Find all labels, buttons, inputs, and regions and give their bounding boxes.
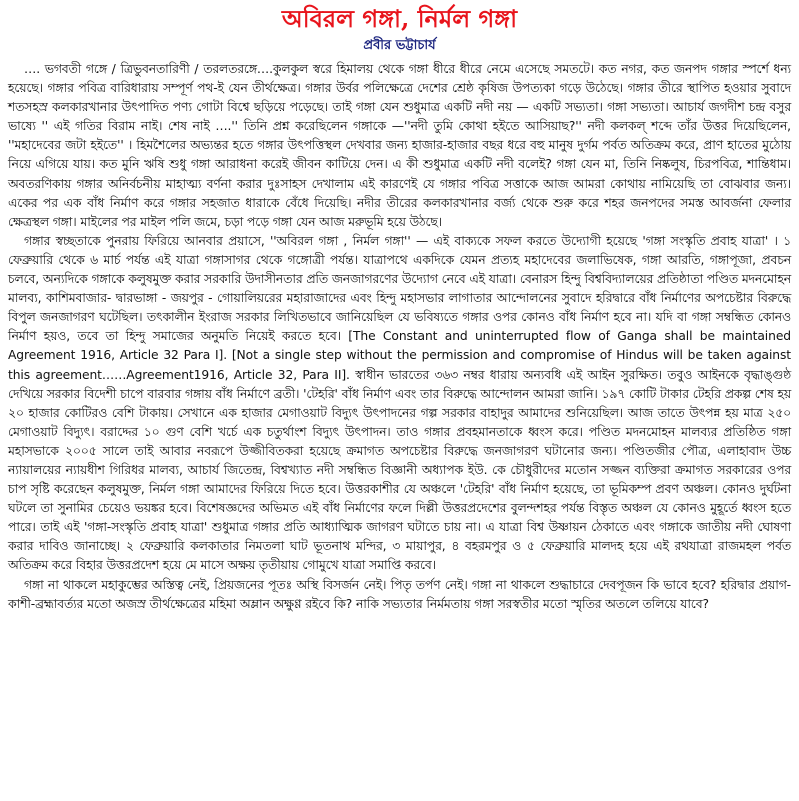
article-paragraph-1: …. ভগবতী গঙ্গে / ত্রিভুবনতারিণী / তরলতরঙ্গে….কুলকুল স্বরে হিমালয় থেকে গঙ্গা ধীরে ধীরে নেমে এসেছে সমতটে। কত নগর, কত জনপদ গঙ্গার স্পর্শে ধন্য হয়েছে। গঙ্গার পবিত্র বারিধারায় সম্পূর্ণ পথ-ই যেন তীর্থক্ষেত্র। গঙ্গার উর্বর পলিক্ষেত্রে দেশের শ্রেষ্ঠ কৃষিজ উপত্যকা গড়ে উঠেছে। গঙ্গার তীরে স্থাপিত হওয়ার সুবাদে শতসহস্র কলকারখানার উৎপাদিত পণ্য গোটা বিশ্বে ছড়িয়ে পড়েছে। তাই গঙ্গা যেন শুধুমাত্র একটি নদী নয় — একটি সভ্যতা। গঙ্গা সভ্যতা। আচার্য জগদীশ চন্দ্র বসুর ভাষ্যে '' এই গতির বিরাম নাই। শেষ নাই ….'' তিনি প্রশ্ন করেছিলেন গঙ্গাকে —''নদী তুমি কোথা হইতে আসিয়াছ?'' নদী কলকল্ শব্দে তাঁর উত্তর দিয়েছিলেন, ''মহাদেবের জটা হইতে'' । হিমশৈলের অভ্যন্তর হতে গঙ্গার উৎপত্তিস্থল দেখবার জন্য হাজার-হাজার বছর ধরে বহু মানুষ দুর্গম পর্বত অতিক্রম করে, প্রাণ হাতের মুঠোয় নিয়ে এগিয়ে যায়। কত মুনি ঋষি শুধু গঙ্গা আরাধনা করেই জীবন কাটিয়ে দেন। এ কী শুধুমাত্র একটি নদী বলেই? গঙ্গা যেন মা, তিনি নিষ্কলুষ, চিরপবিত্র, শান্তিধাম। অবতরণিকায় গঙ্গার অনির্বচনীয় মাহাত্ম্য বর্ণনা করার দুঃসাহস দেখালাম এই কারণেই যে গঙ্গার পবিত্র সত্তাকে আজ আমরা কোথায় নামিয়েছি তা বোঝবার জন্য। একের পর এক বাঁধ নির্মাণ করে গঙ্গার সহজাত ধারাকে বেঁধে দিয়েছি। নদীর তীরের কলকারখানার বর্জ্য থেকে শুরু করে শহর জনপদের সমস্ত আবর্জনা ফেলার ক্ষেত্রস্থল গঙ্গা। মাইলের পর মাইল পলি জমে, চড়া পড়ে গঙ্গা যেন আজ মরুভূমি হয়ে উঠছে।	[8, 62, 791, 229]
article-paragraph-2: গঙ্গার স্বচ্ছতাকে পুনরায় ফিরিয়ে আনবার প্রয়াসে, ''অবিরল গঙ্গা , নির্মল গঙ্গা'' — এই বাক্যকে সফল করতে উদ্যোগী হয়েছে 'গঙ্গা সংস্কৃতি প্রবাহ যাত্রা' । ১ ফেব্রুয়ারি থেকে ৬ মার্চ পর্যন্ত এই যাত্রা গঙ্গাসাগর থেকে গঙ্গোত্রী পর্যন্ত। যাত্রাপথে একদিকে যেমন প্রত্যহ মহাদেবের জলাভিষেক, গঙ্গা আরতি, গঙ্গাপূজা, প্রবচন চলবে, অন্যদিকে গঙ্গাকে কলুষমুক্ত করার সরকারি উদাসীনতার প্রতি জনজাগরণের উদ্যোগ নেবে এই যাত্রা। বেনারস হিন্দু বিশ্ববিদ্যালয়ের প্রতিষ্ঠাতা পণ্ডিত মদনমোহন মালব্য, কাশিমবাজার- দ্বারভাঙ্গা - জয়পুর - গোয়ালিয়রের মহারাজাদের এবং হিন্দু মহাসভার লাগাতার আন্দোলনের সুবাদে হরিদ্বারে বাঁধ নির্মাণের অপচেষ্টার বিরুদ্ধে বিপুল জনজাগরণ ঘটেছিল। তৎকালীন ইংরাজ সরকার লিখিতভাবে জানিয়েছিল যে ভবিষ্যতে গঙ্গার ওপর কোনও বাঁধ নির্মাণ হবে না। যদি বা গঙ্গা সম্বন্ধিত কোনও নির্মাণ হয়ও, তবে তা হিন্দু সমাজের অনুমতি নিয়েই করতে হবে। [The Constant and uninterrupted flow of Ganga shall be maintained Agreement 1916, Article 32 Para I]. [Not a single step without the permission and compromise of Hindus will be taken against this agreement……Agreement1916, Article 32, Para II]. স্বাধীন ভারতের ৩৬৩ নম্বর ধারায় অন্যবধি এই আইন সুরক্ষিত। তবুও আইনকে বৃদ্ধাঙ্গুষ্ঠ দেখিয়ে সরকার বিদেশী চাপে বারবার গঙ্গায় বাঁধ নির্মাণে ব্রতী। 'টেহরি' বাঁধ নির্মাণ এবং তার বিরুদ্ধে আন্দোলন আমরা জানি। ১৯৭ কোটি টাকার টেহরি প্রকল্প শেষ হয় ২০ হাজার কোটিরও বেশি টাকায়। সেখানে এক হাজার মেগাওয়াট বিদ্যুৎ উৎপাদনের গল্প সরকার বাহাদুর আমাদের শুনিয়েছিল। আজ তাতে উৎপন্ন হয় মাত্র ২৫০ মেগাওয়াট বিদ্যুৎ। বরাদ্দের ১০ গুণ বেশি খর্চে এক চতুর্থাংশ বিদ্যুৎ উৎপাদন। তাও গঙ্গার প্রবহমানতাকে ধ্বংস করে। পণ্ডিত মদনমোহন মালব্যর প্রতিষ্ঠিত গঙ্গা মহাসভাকে ২০০৫ সালে তাই আবার নবরূপে উজ্জীবিতকরা হয়েছে ক্রমাগত অপচেষ্টার বিরুদ্ধে জনজাগরণ ঘটানোর জন্য। পণ্ডিতজীর পৌত্র, এলাহাবাদ উচ্চ ন্যায়ালয়ের ন্যায়ধীশ গিরিধর মালব্য, আচার্য জিতেন্দ্র, বিশ্বখ্যাত নদী সম্বন্ধিত বিজ্ঞানী অধ্যাপক ইউ. কে চৌধুরীদের মতোন সজ্জন ব্যক্তিরা ক্রমাগত সরকারের ওপর চাপ সৃষ্টি করেছেন কলুষমুক্ত, নির্মল গঙ্গা আমাদের ফিরিয়ে দিতে হবে। উত্তরকাশীর যে অঞ্চলে 'টেহরি' বাঁধ নির্মাণ হয়েছে, তা ভূমিকম্প প্রবণ অঞ্চল। কোনও দুর্ঘটনা ঘটলে তা সুনামির চেয়েও ভয়ঙ্কর হবে। বিশেষজ্ঞদের অভিমত এই বাঁধ নির্মাণের ফলে দিল্লী উত্তরপ্রদেশের বুলন্দশহর পর্যন্ত বিস্তৃত অঞ্চল যে কোনও মুহূর্তে ধ্বংস হতে পারে। তাই এই 'গঙ্গা-সংস্কৃতি প্রবাহ যাত্রা' শুধুমাত্র গঙ্গার প্রতি আধ্যাত্মিক জাগরণ ঘটাতে চায় না। এ যাত্রা বিশ্ব উষ্ণায়ন ঠেকাতে এবং গঙ্গাকে জাতীয় নদী ঘোষণা করার দাবিও জানাচ্ছে। ২ ফেব্রুয়ারি কলকাতার নিমতলা ঘাট ভূতনাথ মন্দির, ৩ মায়াপুর, ৪ বহরমপুর ও ৫ ফেব্রুয়ারি মালদহ হয়ে এই রথযাত্রা রাজমহল পর্বত অতিক্রম করে বিহার উত্তরপ্রদেশ হয়ে মে মাসে অক্ষয় তৃতীয়ায় গোমুখে যাত্রা সমাপ্তি করবে।	[8, 233, 791, 573]
article-author: প্রবীর ভট্টাচার্য	[363, 38, 436, 53]
article-title: অবিরল গঙ্গা, নির্মল গঙ্গা	[281, 4, 518, 33]
article-paragraph-3: গঙ্গা না থাকলে মহাকুম্ভের অস্তিত্ব নেই, প্রিয়জনের পূতঃ অস্থি বিসর্জন নেই। পিতৃ তর্পণ নেই। গঙ্গা না থাকলে শুদ্ধাচারে দেবপূজন কি ভাবে হবে? হরিদ্বার প্রয়াগ-কাশী-ব্রহ্মাবর্ত্যর মতো অজস্র তীর্থক্ষেত্রের মহিমা অম্লান অক্ষুণ্ণ রইবে কি? নাকি সভ্যতার নির্মমতায় গঙ্গা সরস্বতীর মতো স্মৃতির অতলে তলিয়ে যাবে?	[8, 577, 791, 611]
